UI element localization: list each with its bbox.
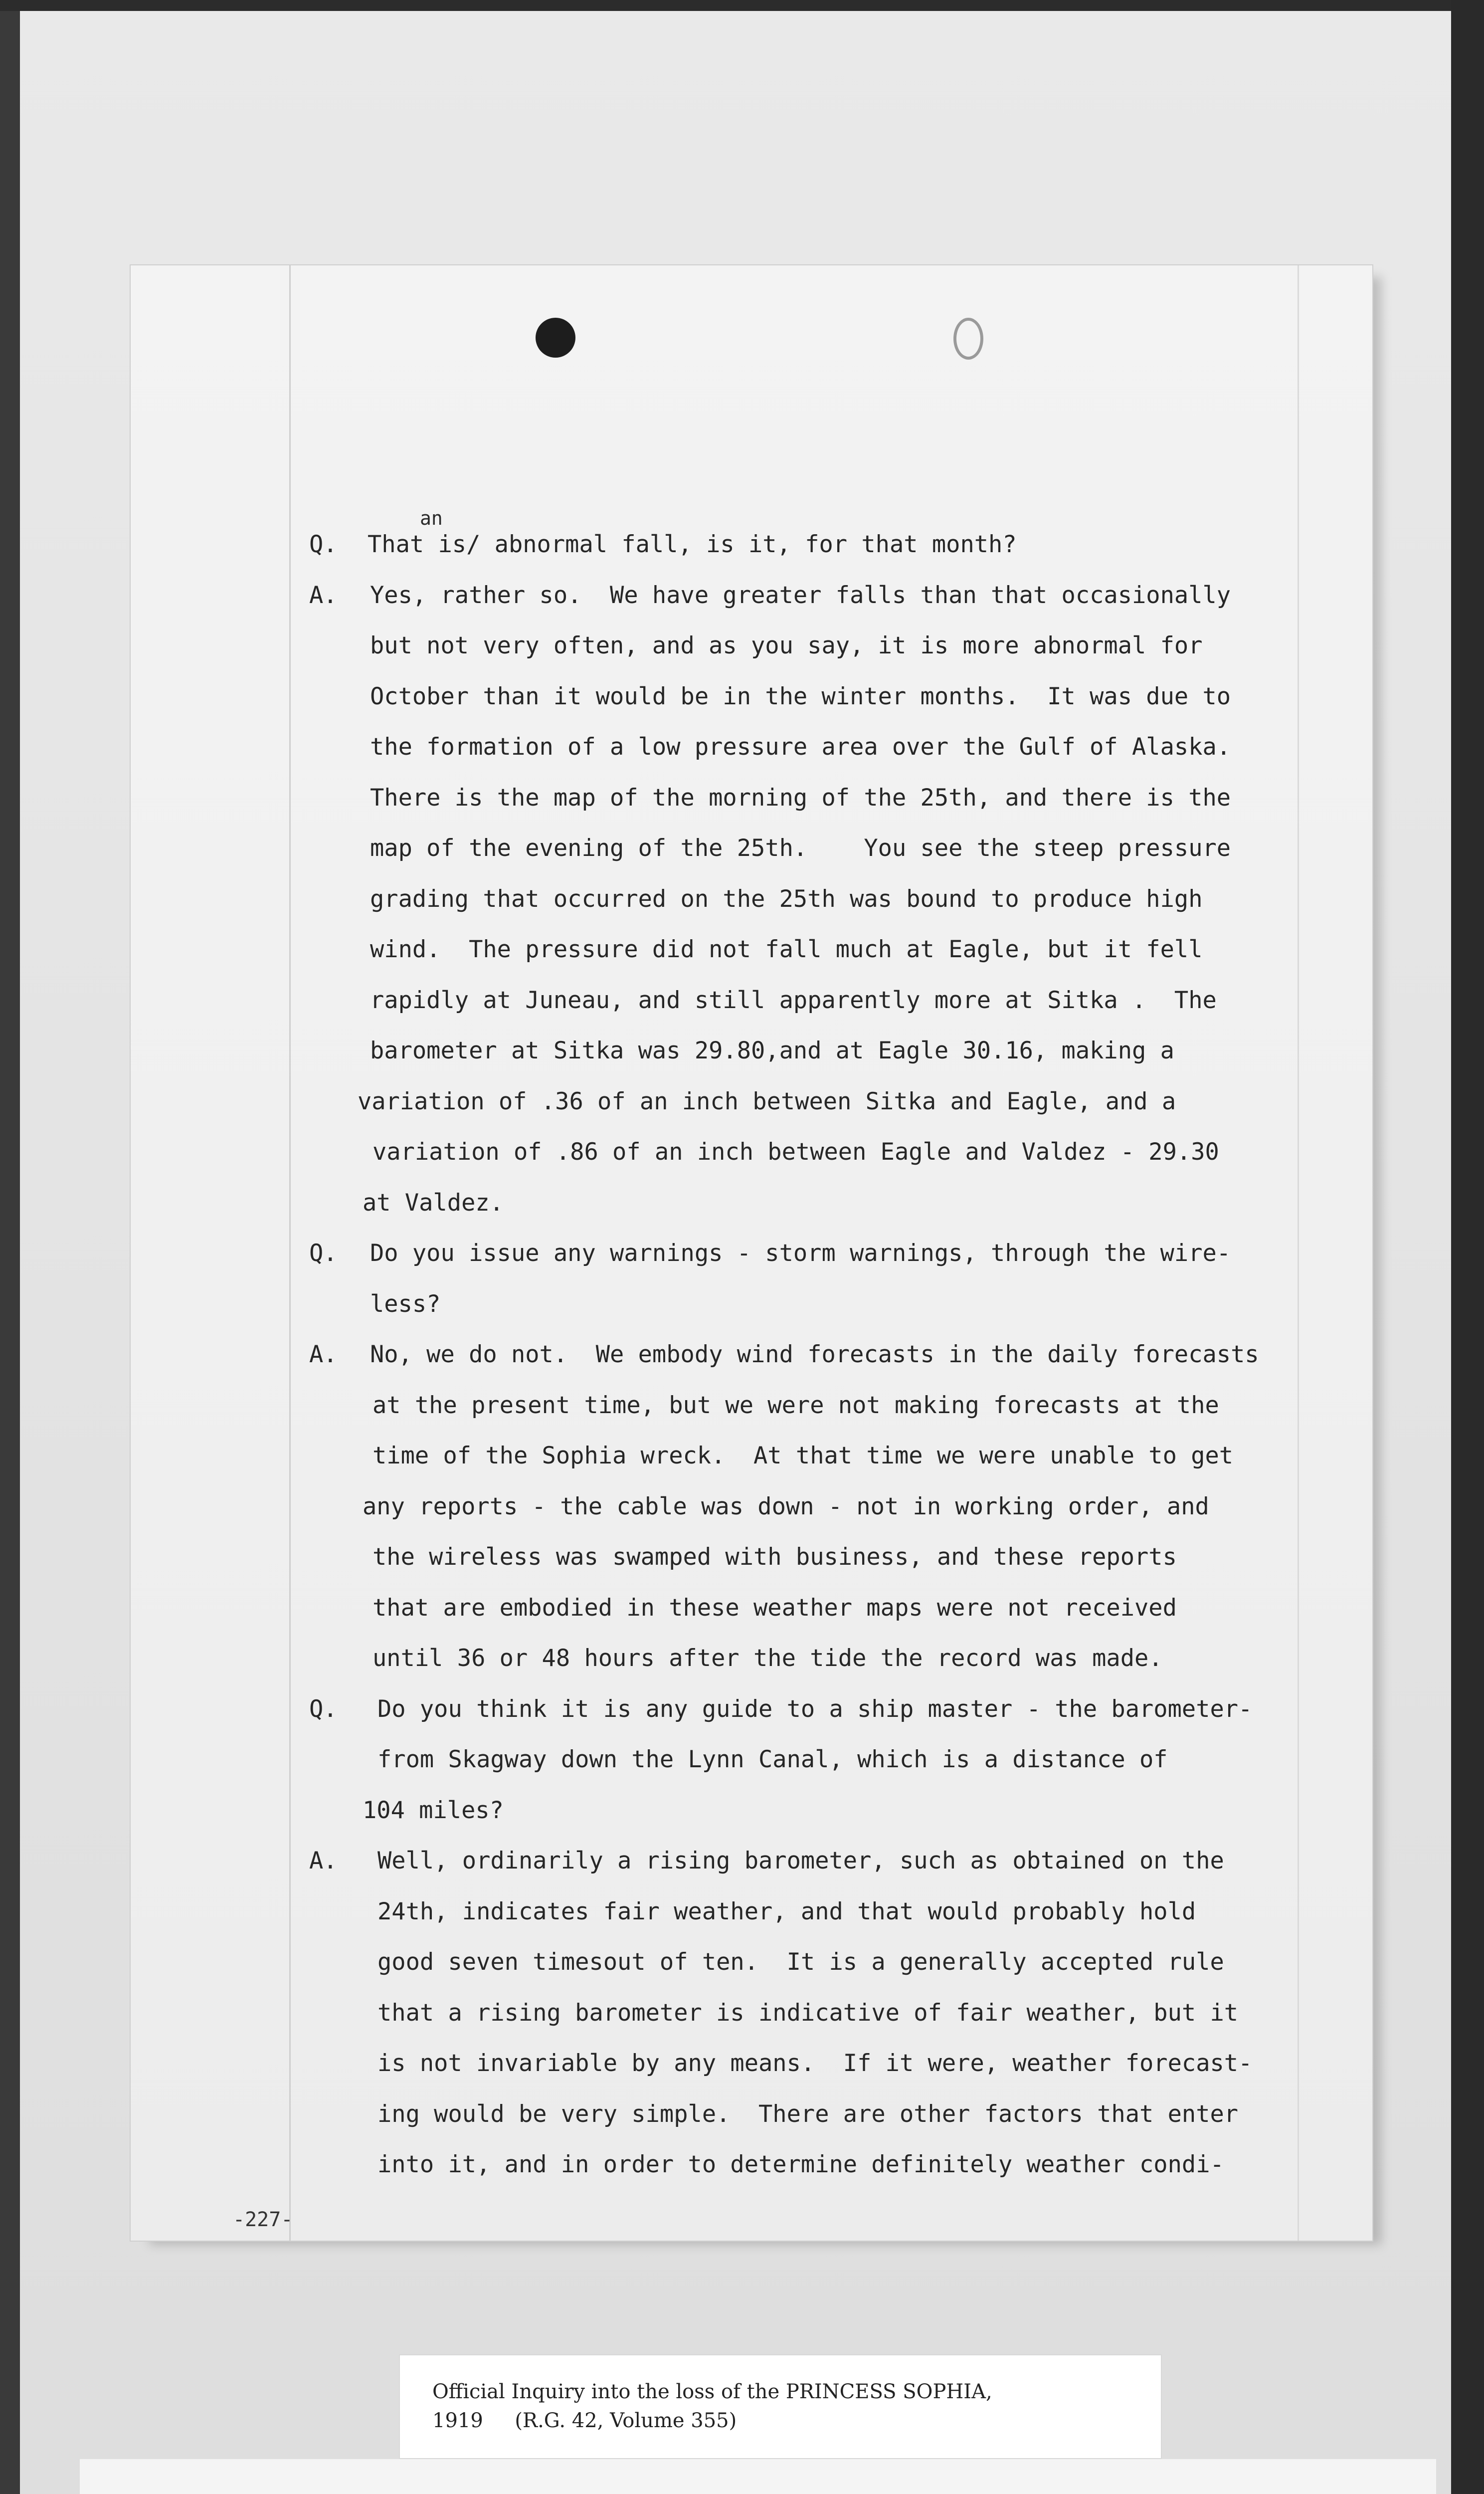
transcript-line: ing would be very simple. There are other factors that enter [377, 2100, 1239, 2128]
transcript-line: until 36 or 48 hours after the tide the record was made. [372, 1645, 1163, 1672]
transcript-text [131, 265, 1372, 2241]
transcript-line: good seven timesout of ten. It is a generally accepted rule [377, 1948, 1224, 1976]
transcript-line: 104 miles? [363, 1796, 504, 1824]
public-archives-label [80, 2459, 1436, 2494]
transcript-line: There is the map of the morning of the 25th, and there is the [370, 784, 1231, 812]
speaker-marker: Q. [309, 531, 338, 558]
film-edge-top [0, 0, 1484, 11]
transcript-line: Do you issue any warnings - storm warnings, through the wire- [370, 1240, 1231, 1267]
transcript-line: map of the evening of the 25th. You see the steep pressure [370, 834, 1231, 862]
transcript-line: the formation of a low pressure area over the Gulf of Alaska. [370, 733, 1231, 761]
speaker-marker: A. [309, 581, 338, 609]
transcript-line: That is/ abnormal fall, is it, for that month? [368, 531, 1017, 558]
caption-line-2: 1919 (R.G. 42, Volume 355) [432, 2409, 737, 2432]
transcript-line: any reports - the cable was down - not in working order, and [363, 1492, 1209, 1520]
transcript-line: is not invariable by any means. If it were, weather forecast- [377, 2050, 1253, 2077]
transcript-line: October than it would be in the winter months. It was due to [370, 682, 1231, 710]
speaker-marker: Q. [309, 1240, 338, 1267]
transcript-line: that a rising barometer is indicative of fair weather, but it [377, 1999, 1239, 2027]
transcript-line: into it, and in order to determine definitely weather condi- [377, 2151, 1224, 2178]
transcript-line: from Skagway down the Lynn Canal, which is a distance of [377, 1746, 1168, 1773]
transcript-line: No, we do not. We embody wind forecasts in the daily forecasts [370, 1341, 1259, 1368]
transcript-line: at the present time, but we were not making forecasts at the [372, 1391, 1219, 1419]
transcript-line: but not very often, and as you say, it is more abnormal for [370, 632, 1203, 659]
transcript-line: that are embodied in these weather maps were not received [372, 1594, 1177, 1622]
transcript-line: Do you think it is any guide to a ship master - the barometer- [377, 1695, 1253, 1723]
transcript-line: variation of .86 of an inch between Eagle and Valdez - 29.30 [372, 1138, 1219, 1166]
transcript-line: variation of .36 of an inch between Sitka and Eagle, and a [358, 1087, 1176, 1115]
transcript-line: time of the Sophia wreck. At that time we were unable to get [372, 1442, 1234, 1469]
transcript-line: Well, ordinarily a rising barometer, such as obtained on the [377, 1847, 1224, 1874]
caption-line-1: Official Inquiry into the loss of the PRINCESS SOPHIA, [432, 2380, 992, 2403]
archive-caption-card [399, 2354, 1162, 2459]
speaker-marker: Q. [309, 1695, 338, 1723]
transcript-line: less? [370, 1290, 441, 1318]
speaker-marker: A. [309, 1847, 338, 1874]
transcript-line: wind. The pressure did not fall much at Eagle, but it fell [370, 936, 1203, 963]
transcript-line: barometer at Sitka was 29.80,and at Eagle 30.16, making a [370, 1037, 1174, 1064]
typed-transcript-page [130, 264, 1373, 2242]
transcript-line: 24th, indicates fair weather, and that would probably hold [377, 1897, 1196, 1925]
transcript-line: the wireless was swamped with business, and these reports [372, 1543, 1177, 1571]
handwritten-insertion: an [420, 507, 443, 529]
transcript-line: Yes, rather so. We have greater falls than that occasionally [370, 581, 1231, 609]
page-number: -227- [233, 2208, 293, 2231]
transcript-line: rapidly at Juneau, and still apparently more at Sitka . The [370, 986, 1217, 1014]
film-edge-right [1451, 0, 1484, 2494]
transcript-line: grading that occurred on the 25th was bound to produce high [370, 885, 1203, 913]
transcript-line: at Valdez. [363, 1189, 504, 1217]
speaker-marker: A. [309, 1341, 338, 1368]
